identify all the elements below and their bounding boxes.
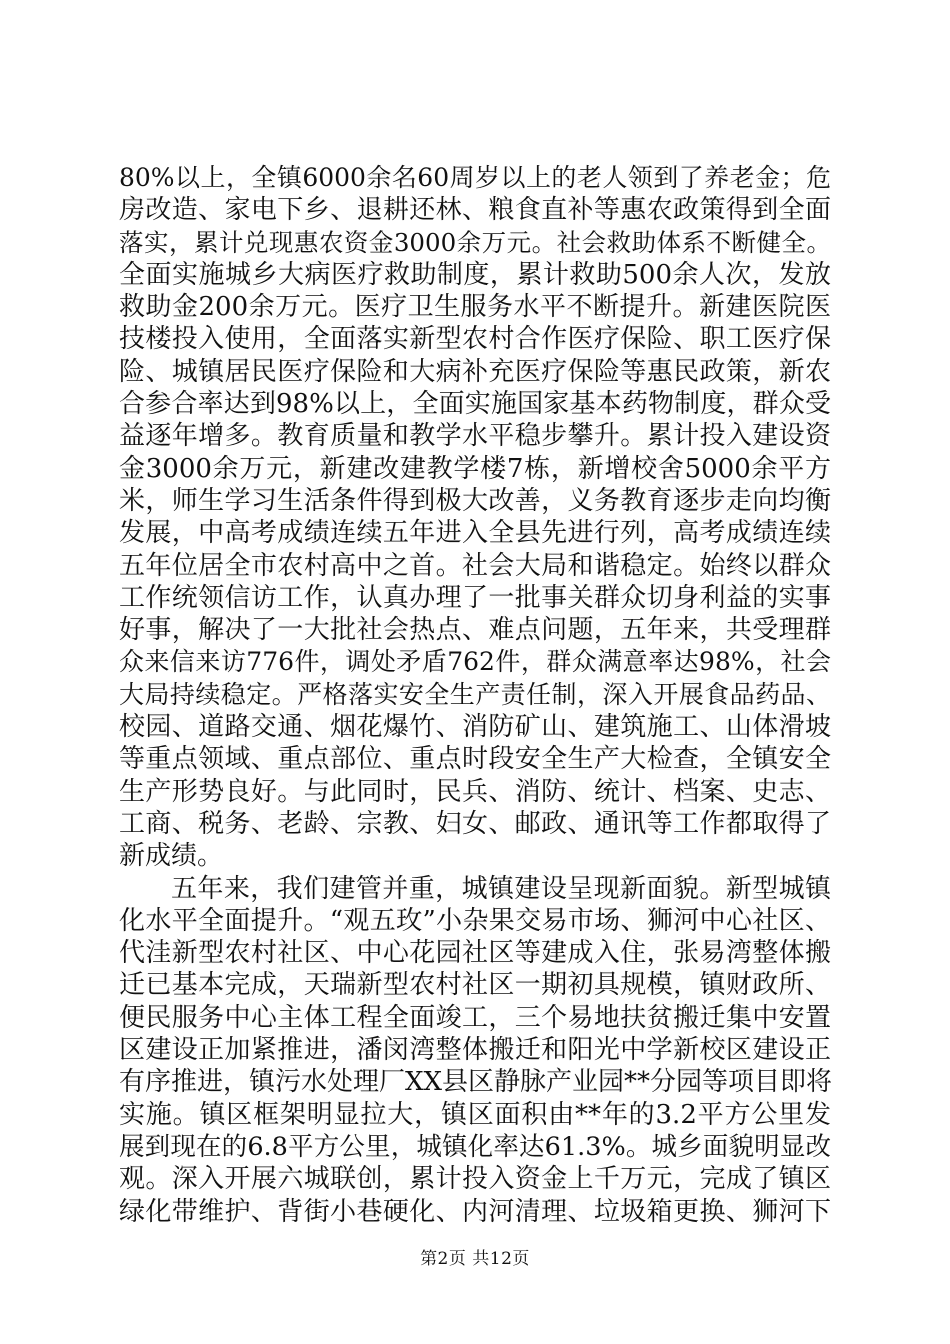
- text-line: 金3000余万元，新建改建教学楼7栋，新增校舍5000余平方: [119, 453, 831, 484]
- text-line: 房改造、家电下乡、退耕还林、粮食直补等惠农政策得到全面: [119, 195, 831, 226]
- text-line: 实施。镇区框架明显拉大，镇区面积由**年的3.2平方公里发: [119, 1099, 831, 1130]
- text-line: 新成绩。: [119, 841, 224, 872]
- text-line: 合参合率达到98%以上，全面实施国家基本药物制度，群众受: [119, 389, 831, 420]
- text-line: 发展，中高考成绩连续五年进入全县先进行列，高考成绩连续: [119, 518, 831, 549]
- text-line: 区建设正加紧推进，潘闵湾整体搬迁和阳光中学新校区建设正: [119, 1035, 831, 1066]
- text-line: 技楼投入使用，全面落实新型农村合作医疗保险、职工医疗保: [119, 324, 831, 355]
- text-line: 生产形势良好。与此同时，民兵、消防、统计、档案、史志、: [119, 776, 831, 807]
- text-line: 迁已基本完成，天瑞新型农村社区一期初具规模，镇财政所、: [119, 970, 831, 1001]
- text-line: 险、城镇居民医疗保险和大病补充医疗保险等惠民政策，新农: [119, 356, 831, 387]
- text-line: 益逐年增多。教育质量和教学水平稳步攀升。累计投入建设资: [119, 421, 831, 452]
- text-line: 有序推进，镇污水处理厂XX县区静脉产业园**分园等项目即将: [119, 1067, 833, 1098]
- text-line: 落实，累计兑现惠农资金3000余万元。社会救助体系不断健全。: [119, 227, 831, 257]
- text-line: 大局持续稳定。严格落实安全生产责任制，深入开展食品药品、: [119, 679, 831, 709]
- text-line: 好事，解决了一大批社会热点、难点问题，五年来，共受理群: [119, 615, 831, 646]
- text-line: 救助金200余万元。医疗卫生服务水平不断提升。新建医院医: [119, 292, 831, 323]
- text-line: 等重点领域、重点部位、重点时段安全生产大检查，全镇安全: [119, 744, 831, 775]
- text-line: 代洼新型农村社区、中心花园社区等建成入住，张易湾整体搬: [119, 938, 831, 969]
- text-line: 工作统领信访工作，认真办理了一批事关群众切身利益的实事: [119, 582, 831, 613]
- document-body: [119, 162, 831, 1228]
- paragraph-social-services: [119, 162, 831, 873]
- text-line: 校园、道路交通、烟花爆竹、消防矿山、建筑施工、山体滑坡: [119, 712, 831, 743]
- text-line: 80%以上，全镇6000余名60周岁以上的老人领到了养老金；危: [119, 163, 831, 192]
- text-line: 工商、税务、老龄、宗教、妇女、邮政、通讯等工作都取得了: [119, 808, 831, 839]
- text-line: 展到现在的6.8平方公里，城镇化率达61.3%。城乡面貌明显改: [119, 1131, 831, 1162]
- text-line: 化水平全面提升。“观五玫”小杂果交易市场、狮河中心社区、: [119, 905, 831, 936]
- text-line: 众来信来访776件，调处矛盾762件，群众满意率达98%，社会: [119, 647, 831, 677]
- text-line: 五年来，我们建管并重，城镇建设呈现新面貌。新型城镇: [171, 873, 831, 904]
- text-line: 米，师生学习生活条件得到极大改善，义务教育逐步走向均衡: [119, 485, 831, 516]
- text-line: 五年位居全市农村高中之首。社会大局和谐稳定。始终以群众: [119, 550, 831, 581]
- page-number-footer: 第2页 共12页: [420, 1249, 530, 1269]
- text-line: 绿化带维护、背街小巷硬化、内河清理、垃圾箱更换、狮河下: [119, 1196, 831, 1227]
- text-line: 便民服务中心主体工程全面竣工，三个易地扶贫搬迁集中安置: [119, 1002, 831, 1033]
- text-line: 观。深入开展六城联创，累计投入资金上千万元，完成了镇区: [119, 1164, 831, 1195]
- text-line: 全面实施城乡大病医疗救助制度，累计救助500余人次，发放: [119, 259, 831, 290]
- paragraph-town-construction: [119, 873, 831, 1228]
